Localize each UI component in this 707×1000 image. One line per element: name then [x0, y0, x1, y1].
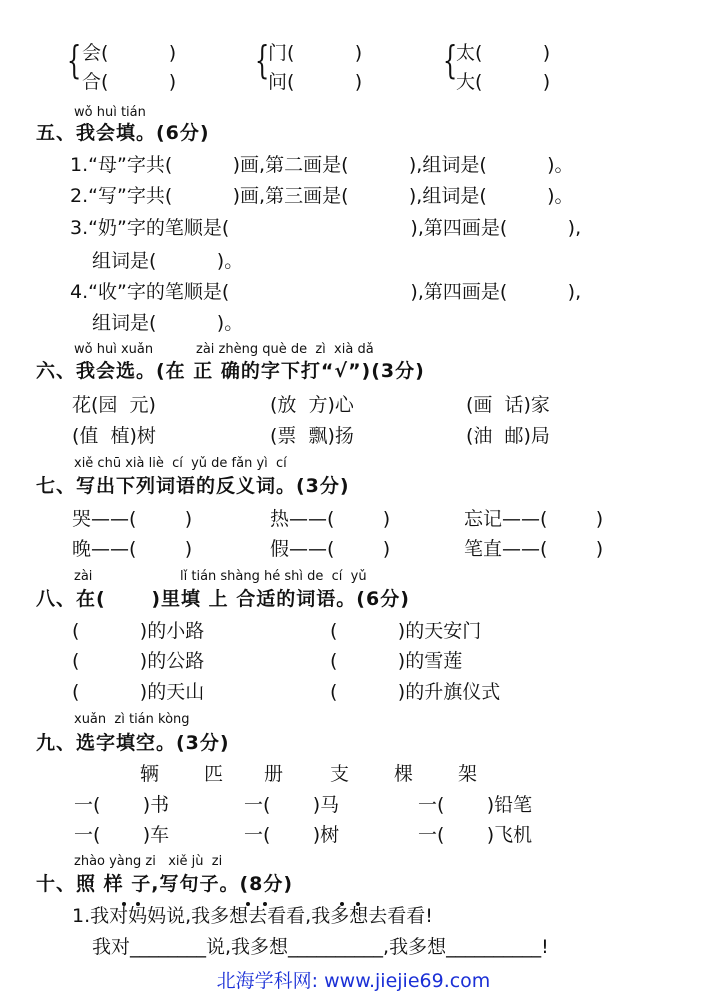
q4-item: 合( ) [82, 71, 177, 93]
antonym-item: 忘记——( ) [464, 508, 604, 530]
measure-item: 一( )铅笔 [418, 794, 533, 816]
section-title: 五、我会填。(6分) [36, 122, 210, 144]
choice-char: 架 [458, 763, 478, 785]
choice-char: 辆 [140, 763, 160, 785]
measure-item: 一( )飞机 [418, 824, 533, 846]
measure-item: 一( )书 [74, 794, 170, 816]
question-line: 组词是( )。 [92, 312, 244, 334]
section-title: 八、在( )里填 上 合适的词语。(6分) [36, 588, 410, 610]
fill-item: ( )的升旗仪式 [330, 681, 501, 703]
antonym-item: 热——( ) [270, 508, 391, 530]
choice-item: (放 方)心 [270, 394, 354, 416]
q4-item: 大( ) [456, 71, 551, 93]
question-line: 4.“收”字的笔顺是( ),第四画是( ), [70, 281, 582, 303]
pinyin-annotation: zài [74, 569, 93, 584]
section-title: 十、照 样 子,写句子。(8分) [36, 873, 294, 895]
pinyin-annotation: zhào yàng zi xiě jù zi [74, 854, 223, 869]
question-line: 3.“奶”字的笔顺是( ),第四画是( ), [70, 217, 582, 239]
q4-item: 太( ) [456, 42, 551, 64]
choice-item: (画 话)家 [466, 394, 550, 416]
section-title: 六、我会选。(在 正 确的字下打“√”)(3分) [36, 360, 425, 382]
brace-left: { [254, 38, 270, 82]
choice-item: (值 植)树 [72, 425, 156, 447]
choice-char: 棵 [394, 763, 414, 785]
q4-item: 会( ) [82, 42, 177, 64]
choice-item: (油 邮)局 [466, 425, 550, 447]
antonym-item: 假——( ) [270, 538, 391, 560]
pinyin-annotation: zài zhèng què de zì xià dǎ [196, 342, 374, 357]
brace-left: { [442, 38, 458, 82]
measure-item: 一( )树 [244, 824, 340, 846]
fill-item: ( )的公路 [72, 650, 205, 672]
pinyin-annotation: xiě chū xià liè cí yǔ de fǎn yì cí [74, 456, 287, 471]
choice-item: 花(园 元) [72, 394, 156, 416]
q4-item: 门( ) [268, 42, 363, 64]
section-title: 九、选字填空。(3分) [36, 732, 230, 754]
antonym-item: 哭——( ) [72, 508, 193, 530]
choice-char: 支 [330, 763, 350, 785]
pinyin-annotation: wǒ huì tián [74, 105, 146, 120]
measure-item: 一( )马 [244, 794, 340, 816]
brace-left: { [66, 38, 82, 82]
antonym-item: 笔直——( ) [464, 538, 604, 560]
section-title: 七、写出下列词语的反义词。(3分) [36, 475, 350, 497]
fill-item: ( )的雪莲 [330, 650, 463, 672]
fill-item: ( )的天山 [72, 681, 205, 703]
choice-char: 册 [264, 763, 284, 785]
site-footer: 北海学科网: www.jiejie69.com [216, 970, 491, 992]
fill-item: ( )的天安门 [330, 620, 482, 642]
example-sentence: 1.我对妈妈说,我多想去看看,我多想去看看! [72, 905, 433, 927]
pinyin-annotation: xuǎn zì tián kòng [74, 712, 190, 727]
measure-item: 一( )车 [74, 824, 170, 846]
question-line: 1.“母”字共( )画,第二画是( ),组词是( )。 [70, 154, 574, 176]
pinyin-annotation: wǒ huì xuǎn [74, 342, 154, 357]
question-line: 2.“写”字共( )画,第三画是( ),组词是( )。 [70, 185, 574, 207]
q4-item: 问( ) [268, 71, 363, 93]
choice-char: 匹 [204, 763, 224, 785]
fill-item: ( )的小路 [72, 620, 205, 642]
antonym-item: 晚——( ) [72, 538, 193, 560]
question-line: 组词是( )。 [92, 250, 244, 272]
choice-item: (票 飘)扬 [270, 425, 354, 447]
fill-sentence: 我对________说,我多想__________,我多想__________! [92, 936, 549, 958]
pinyin-annotation: lǐ tián shàng hé shì de cí yǔ [180, 569, 367, 584]
